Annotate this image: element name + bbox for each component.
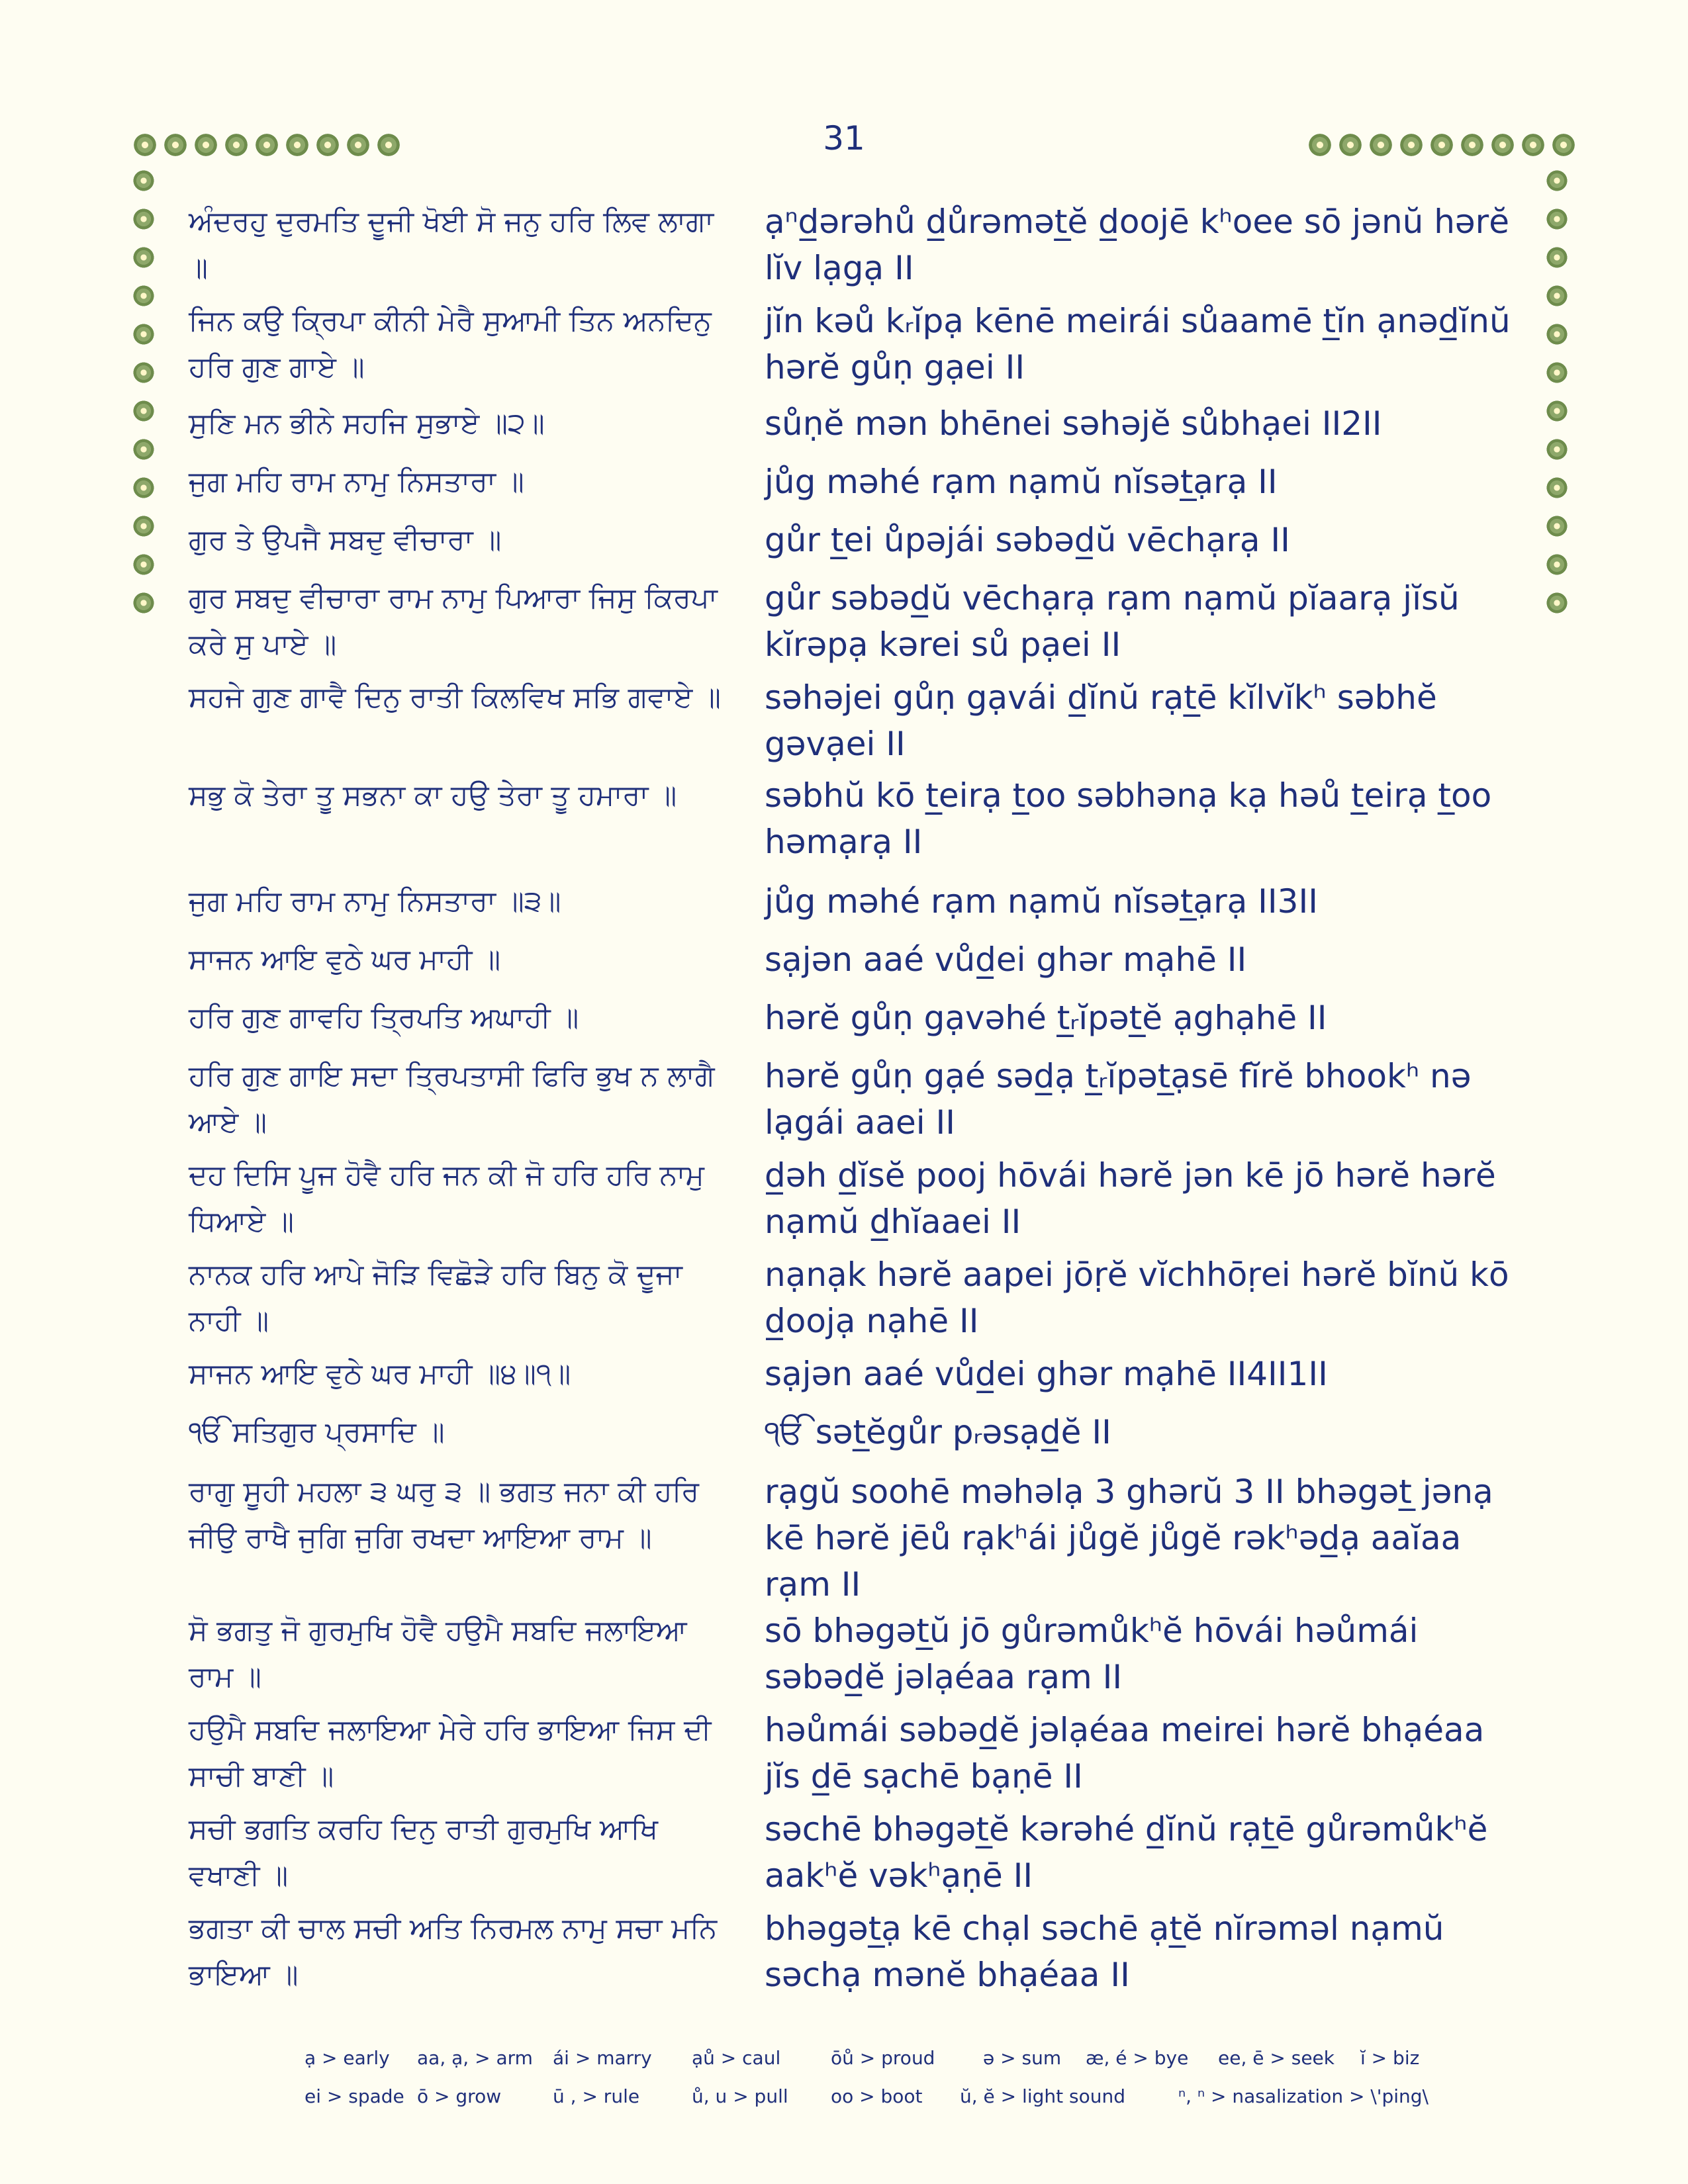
verse-row: [189, 1806, 1529, 1905]
gurmukhi-line: ਸੁਣਿ ਮਨ ਭੀਨੇ ਸਹਜਿ ਸੁਭਾਏ ॥੨॥: [189, 407, 545, 440]
transliteration-line: səchē bhəgət̲ĕ kərəhé d̲ĭnŭ rạt̲ē gůrəmůkʰĕ aakʰĕ vəkʰạṇē II: [765, 1810, 1488, 1895]
flower-ornament-icon: [1429, 132, 1454, 158]
flower-ornament-icon: [1546, 284, 1568, 308]
flower-ornament-icon: [1546, 476, 1568, 500]
top-right-flower-border: [1307, 132, 1576, 165]
verse-row: [189, 1905, 1529, 2005]
flower-ornament-icon: [1546, 169, 1568, 193]
verse-list: [189, 199, 1529, 2005]
gurmukhi-line: ਸਹਜੇ ਗੁਣ ਗਾਵੈ ਦਿਨੁ ਰਾਤੀ ਕਿਲਵਿਖ ਸਭਿ ਗਵਾਏ ॥: [189, 681, 721, 714]
gurmukhi-line: ਸੋ ਭਗਤੁ ਜੋ ਗੁਰਮੁਖਿ ਹੋਵੈ ਹਉਮੈ ਸਬਦਿ ਜਲਾਇਆ ਰਾਮ ॥: [189, 1614, 687, 1694]
legend-item: ee, ē > seek: [1218, 2046, 1335, 2069]
transliteration-line: ੴ sət̲ĕgůr pᵣəsạd̲ĕ II: [765, 1413, 1111, 1451]
flower-ornament-icon: [132, 476, 155, 500]
flower-ornament-icon: [132, 399, 155, 423]
pronunciation-legend: [305, 2038, 1430, 2115]
transliteration-line: sạjən aaé vůd̲ei ghər mạhē II4II1II: [765, 1355, 1328, 1393]
flower-ornament-icon: [132, 169, 155, 193]
gurmukhi-line: ਹਉਮੈ ਸਬਦਿ ਜਲਾਇਆ ਮੇਰੇ ਹਰਿ ਭਾਇਆ ਜਿਸ ਦੀ ਸਾਚੀ ਬਾਣੀ ॥: [189, 1713, 712, 1793]
verse-row: [189, 1608, 1529, 1707]
gurmukhi-line: ਦਹ ਦਿਸਿ ਪੂਜ ਹੋਵੈ ਹਰਿ ਜਨ ਕੀ ਜੋ ਹਰਿ ਹਰਿ ਨਾਮੁ ਧਿਆਏ ॥: [189, 1159, 704, 1238]
gurmukhi-line: ਜੁਗ ਮਹਿ ਰਾਮ ਨਾਮੁ ਨਿਸਤਾਰਾ ॥: [189, 465, 524, 498]
flower-ornament-icon: [132, 361, 155, 385]
gurmukhi-line: ਗੁਰ ਤੇ ਉਪਜੈ ਸਬਦੁ ਵੀਚਾਰਾ ॥: [189, 523, 502, 557]
legend-item: aa, ạ, > arm: [417, 2046, 533, 2069]
flower-ornament-icon: [1490, 132, 1515, 158]
transliteration-line: sō bhəgət̲ŭ jō gůrəmůkʰĕ hōvái həůmái səbəd̲ĕ jəlạéaa rạm II: [765, 1612, 1419, 1696]
flower-ornament-icon: [376, 132, 401, 158]
flower-ornament-icon: [163, 132, 188, 158]
transliteration-line: rạgŭ soohē məhəlạ 3 ghərŭ 3 II bhəgət̲ jənạ kē hərĕ jēů rạkʰái jůgĕ jůgĕ rəkʰəd̲ạ aaĭaa rạm II: [765, 1473, 1493, 1604]
flower-ornament-icon: [1546, 207, 1568, 231]
transliteration-line: hərĕ gůṇ gạé səd̲ạ t̲ᵣĭpət̲ạsē fĭrĕ bhookʰ nə lạgái aaei II: [765, 1057, 1472, 1142]
transliteration-line: jĭn kəů kᵣĭpạ kēnē meirái sůaamē t̲ĭn ạnəd̲ĭnŭ hərĕ gůṇ gạei II: [765, 302, 1511, 387]
flower-ornament-icon: [1546, 437, 1568, 461]
transliteration-line: jůg məhé rạm nạmŭ nĭsət̲ạrạ II: [765, 463, 1278, 501]
verse-row: [189, 298, 1529, 400]
transliteration-line: həůmái səbəd̲ĕ jəlạéaa meirei hərĕ bhạéaa jĭs d̲ē sạchē bạṇē II: [765, 1711, 1485, 1796]
flower-ornament-icon: [1546, 591, 1568, 615]
verse-row: [189, 995, 1529, 1053]
verse-row: [189, 878, 1529, 936]
right-flower-border: [1546, 169, 1568, 615]
flower-ornament-icon: [193, 132, 218, 158]
legend-item: ạ > early: [305, 2046, 390, 2069]
gurmukhi-line: ਸਾਜਨ ਆਇ ਵੁਠੇ ਘਰ ਮਾਹੀ ॥: [189, 943, 501, 976]
legend-row: [305, 2077, 1430, 2115]
legend-item: ⁿ, ⁿ > nasalization > \'ping\: [1178, 2085, 1429, 2107]
flower-ornament-icon: [1338, 132, 1363, 158]
verse-row: [189, 459, 1529, 517]
transliteration-line: gůr t̲ei ůpəjái səbəd̲ŭ vēchạrạ II: [765, 521, 1290, 559]
transliteration-line: sạjən aaé vůd̲ei ghər mạhē II: [765, 940, 1247, 979]
gurmukhi-line: ਹਰਿ ਗੁਣ ਗਾਵਹਿ ਤ੍ਰਿਪਤਿ ਅਘਾਹੀ ॥: [189, 1001, 579, 1034]
flower-ornament-icon: [1307, 132, 1333, 158]
transliteration-line: səhəjei gůṇ gạvái d̲ĭnŭ rạt̲ē kĭlvĭkʰ səbhĕ gəvạei II: [765, 678, 1437, 763]
left-flower-border: [132, 169, 155, 615]
gurmukhi-line: ਸਾਜਨ ਆਇ ਵੁਠੇ ਘਰ ਮਾਹੀ ॥੪॥੧॥: [189, 1357, 571, 1390]
flower-ornament-icon: [132, 514, 155, 538]
flower-ornament-icon: [1399, 132, 1424, 158]
verse-row: [189, 772, 1529, 878]
verse-row: [189, 1152, 1529, 1251]
transliteration-line: sůṇĕ mən bhēnei səhəjĕ sůbhạei II2II: [765, 404, 1382, 443]
legend-item: ĭ > biz: [1360, 2046, 1420, 2069]
legend-item: ei > spade: [305, 2085, 404, 2107]
verse-row: [189, 1469, 1529, 1608]
verse-row: [189, 936, 1529, 995]
verse-row: [189, 575, 1529, 674]
flower-ornament-icon: [1546, 322, 1568, 346]
transliteration-line: jůg məhé rạm nạmŭ nĭsət̲ạrạ II3II: [765, 882, 1318, 921]
gurmukhi-line: ਜੁਗ ਮਹਿ ਰਾਮ ਨਾਮੁ ਨਿਸਤਾਰਾ ॥੩॥: [189, 885, 561, 918]
flower-ornament-icon: [1460, 132, 1485, 158]
verse-row: [189, 1707, 1529, 1806]
verse-row: [189, 1251, 1529, 1351]
flower-ornament-icon: [132, 207, 155, 231]
verse-row: [189, 1409, 1529, 1469]
flower-ornament-icon: [285, 132, 310, 158]
legend-row: [305, 2038, 1430, 2077]
gurmukhi-line: ਸਭੁ ਕੋ ਤੇਰਾ ਤੂ ਸਭਨਾ ਕਾ ਹਉ ਤੇਰਾ ਤੂ ਹਮਾਰਾ ॥: [189, 779, 677, 812]
flower-ornament-icon: [1546, 399, 1568, 423]
transliteration-line: d̲əh d̲ĭsĕ pooj hōvái hərĕ jən kē jō hərĕ hərĕ nạmŭ d̲hĭaaei II: [765, 1156, 1496, 1241]
flower-ornament-icon: [132, 322, 155, 346]
flower-ornament-icon: [1546, 246, 1568, 269]
gurmukhi-line: ਸਚੀ ਭਗਤਿ ਕਰਹਿ ਦਿਨੁ ਰਾਤੀ ਗੁਰਮੁਖਿ ਆਖਿ ਵਖਾਣੀ ॥: [189, 1813, 658, 1892]
legend-item: ŭ, ĕ > light sound: [960, 2085, 1125, 2107]
gurmukhi-line: ਅੰਦਰਹੁ ਦੁਰਮਤਿ ਦੂਜੀ ਖੋਈ ਸੋ ਜਨੁ ਹਰਿ ਲਿਵ ਲਾਗਾ ॥: [189, 205, 714, 285]
gurmukhi-line: ਨਾਨਕ ਹਰਿ ਆਪੇ ਜੋੜਿ ਵਿਛੋੜੇ ਹਰਿ ਬਿਨੁ ਕੋ ਦੂਜਾ ਨਾਹੀ ॥: [189, 1258, 682, 1338]
legend-item: ō > grow: [417, 2085, 502, 2107]
legend-item: ái > marry: [553, 2046, 652, 2069]
verse-row: [189, 674, 1529, 772]
transliteration-line: bhəgət̲ạ kē chạl səchē ạt̲ĕ nĭrəməl nạmŭ səchạ mənĕ bhạéaa II: [765, 1909, 1444, 1994]
flower-ornament-icon: [1521, 132, 1546, 158]
gurmukhi-line: ਗੁਰ ਸਬਦੁ ਵੀਚਾਰਾ ਰਾਮ ਨਾਮੁ ਪਿਆਰਾ ਜਿਸੁ ਕਿਰਪਾ ਕਰੇ ਸੁ ਪਾਏ ॥: [189, 582, 718, 661]
verse-row: [189, 199, 1529, 298]
flower-ornament-icon: [132, 591, 155, 615]
gurmukhi-line: ਭਗਤਾ ਕੀ ਚਾਲ ਸਚੀ ਅਤਿ ਨਿਰਮਲ ਨਾਮੁ ਸਚਾ ਮਨਿ ਭਾਇਆ ॥: [189, 1912, 718, 1991]
legend-item: ə > sum: [983, 2046, 1062, 2069]
gurmukhi-line: ਜਿਨ ਕਉ ਕ੍ਰਿਪਾ ਕੀਨੀ ਮੇਰੈ ਸੁਆਮੀ ਤਿਨ ਅਨਦਿਨੁ ਹਰਿ ਗੁਣ ਗਾਏ ॥: [189, 304, 712, 384]
verse-row: [189, 1053, 1529, 1152]
legend-item: ū , > rule: [553, 2085, 640, 2107]
flower-ornament-icon: [132, 246, 155, 269]
flower-ornament-icon: [254, 132, 279, 158]
verse-row: [189, 1351, 1529, 1409]
gurmukhi-line: ਹਰਿ ਗੁਣ ਗਾਇ ਸਦਾ ਤ੍ਰਿਪਤਾਸੀ ਫਿਰਿ ਭੁਖ ਨ ਲਾਗੈ ਆਏ ॥: [189, 1060, 715, 1139]
gurmukhi-line: ਰਾਗੁ ਸੂਹੀ ਮਹਲਾ ੩ ਘਰੁ ੩ ॥ ਭਗਤ ਜਨਾ ਕੀ ਹਰਿ ਜੀਉ ਰਾਖੈ ਜੁਗਿ ਜੁਗਿ ਰਖਦਾ ਆਇਆ ਰਾਮ ॥: [189, 1475, 699, 1555]
flower-ornament-icon: [224, 132, 249, 158]
legend-item: ạů > caul: [692, 2046, 781, 2069]
gurmukhi-line: ੴ ਸਤਿਗੁਰ ਪ੍ਰਸਾਦਿ ॥: [189, 1416, 445, 1449]
flower-ornament-icon: [1368, 132, 1393, 158]
flower-ornament-icon: [132, 437, 155, 461]
transliteration-line: ạⁿd̲ərəhů d̲ůrəmət̲ĕ d̲oojē kʰoee sō jənŭ hərĕ lĭv lạgạ II: [765, 203, 1509, 287]
transliteration-line: gůr səbəd̲ŭ vēchạrạ rạm nạmŭ pĭaarạ jĭsŭ kĭrəpạ kərei sů pạei II: [765, 579, 1460, 664]
legend-item: æ, é > bye: [1086, 2046, 1189, 2069]
flower-ornament-icon: [1546, 514, 1568, 538]
flower-ornament-icon: [132, 284, 155, 308]
transliteration-line: səbhŭ kō t̲eirạ t̲oo səbhənạ kạ həů t̲eirạ t̲oo həmạrạ II: [765, 776, 1492, 861]
flower-ornament-icon: [346, 132, 371, 158]
flower-ornament-icon: [1546, 361, 1568, 385]
verse-row: [189, 517, 1529, 575]
page-number: 31: [823, 119, 865, 158]
flower-ornament-icon: [1551, 132, 1576, 158]
legend-item: oo > boot: [831, 2085, 923, 2107]
flower-ornament-icon: [132, 132, 158, 158]
flower-ornament-icon: [1546, 553, 1568, 576]
transliteration-line: hərĕ gůṇ gạvəhé t̲ᵣĭpət̲ĕ ạghạhē II: [765, 999, 1327, 1037]
top-left-flower-border: [132, 132, 401, 165]
flower-ornament-icon: [315, 132, 340, 158]
transliteration-line: nạnạk hərĕ aapei jōṛĕ vĭchhōṛei hərĕ bĭnŭ kō d̲oojạ nạhē II: [765, 1255, 1509, 1340]
verse-row: [189, 400, 1529, 459]
legend-item: ů, u > pull: [692, 2085, 788, 2107]
legend-item: ōů > proud: [831, 2046, 935, 2069]
flower-ornament-icon: [132, 553, 155, 576]
